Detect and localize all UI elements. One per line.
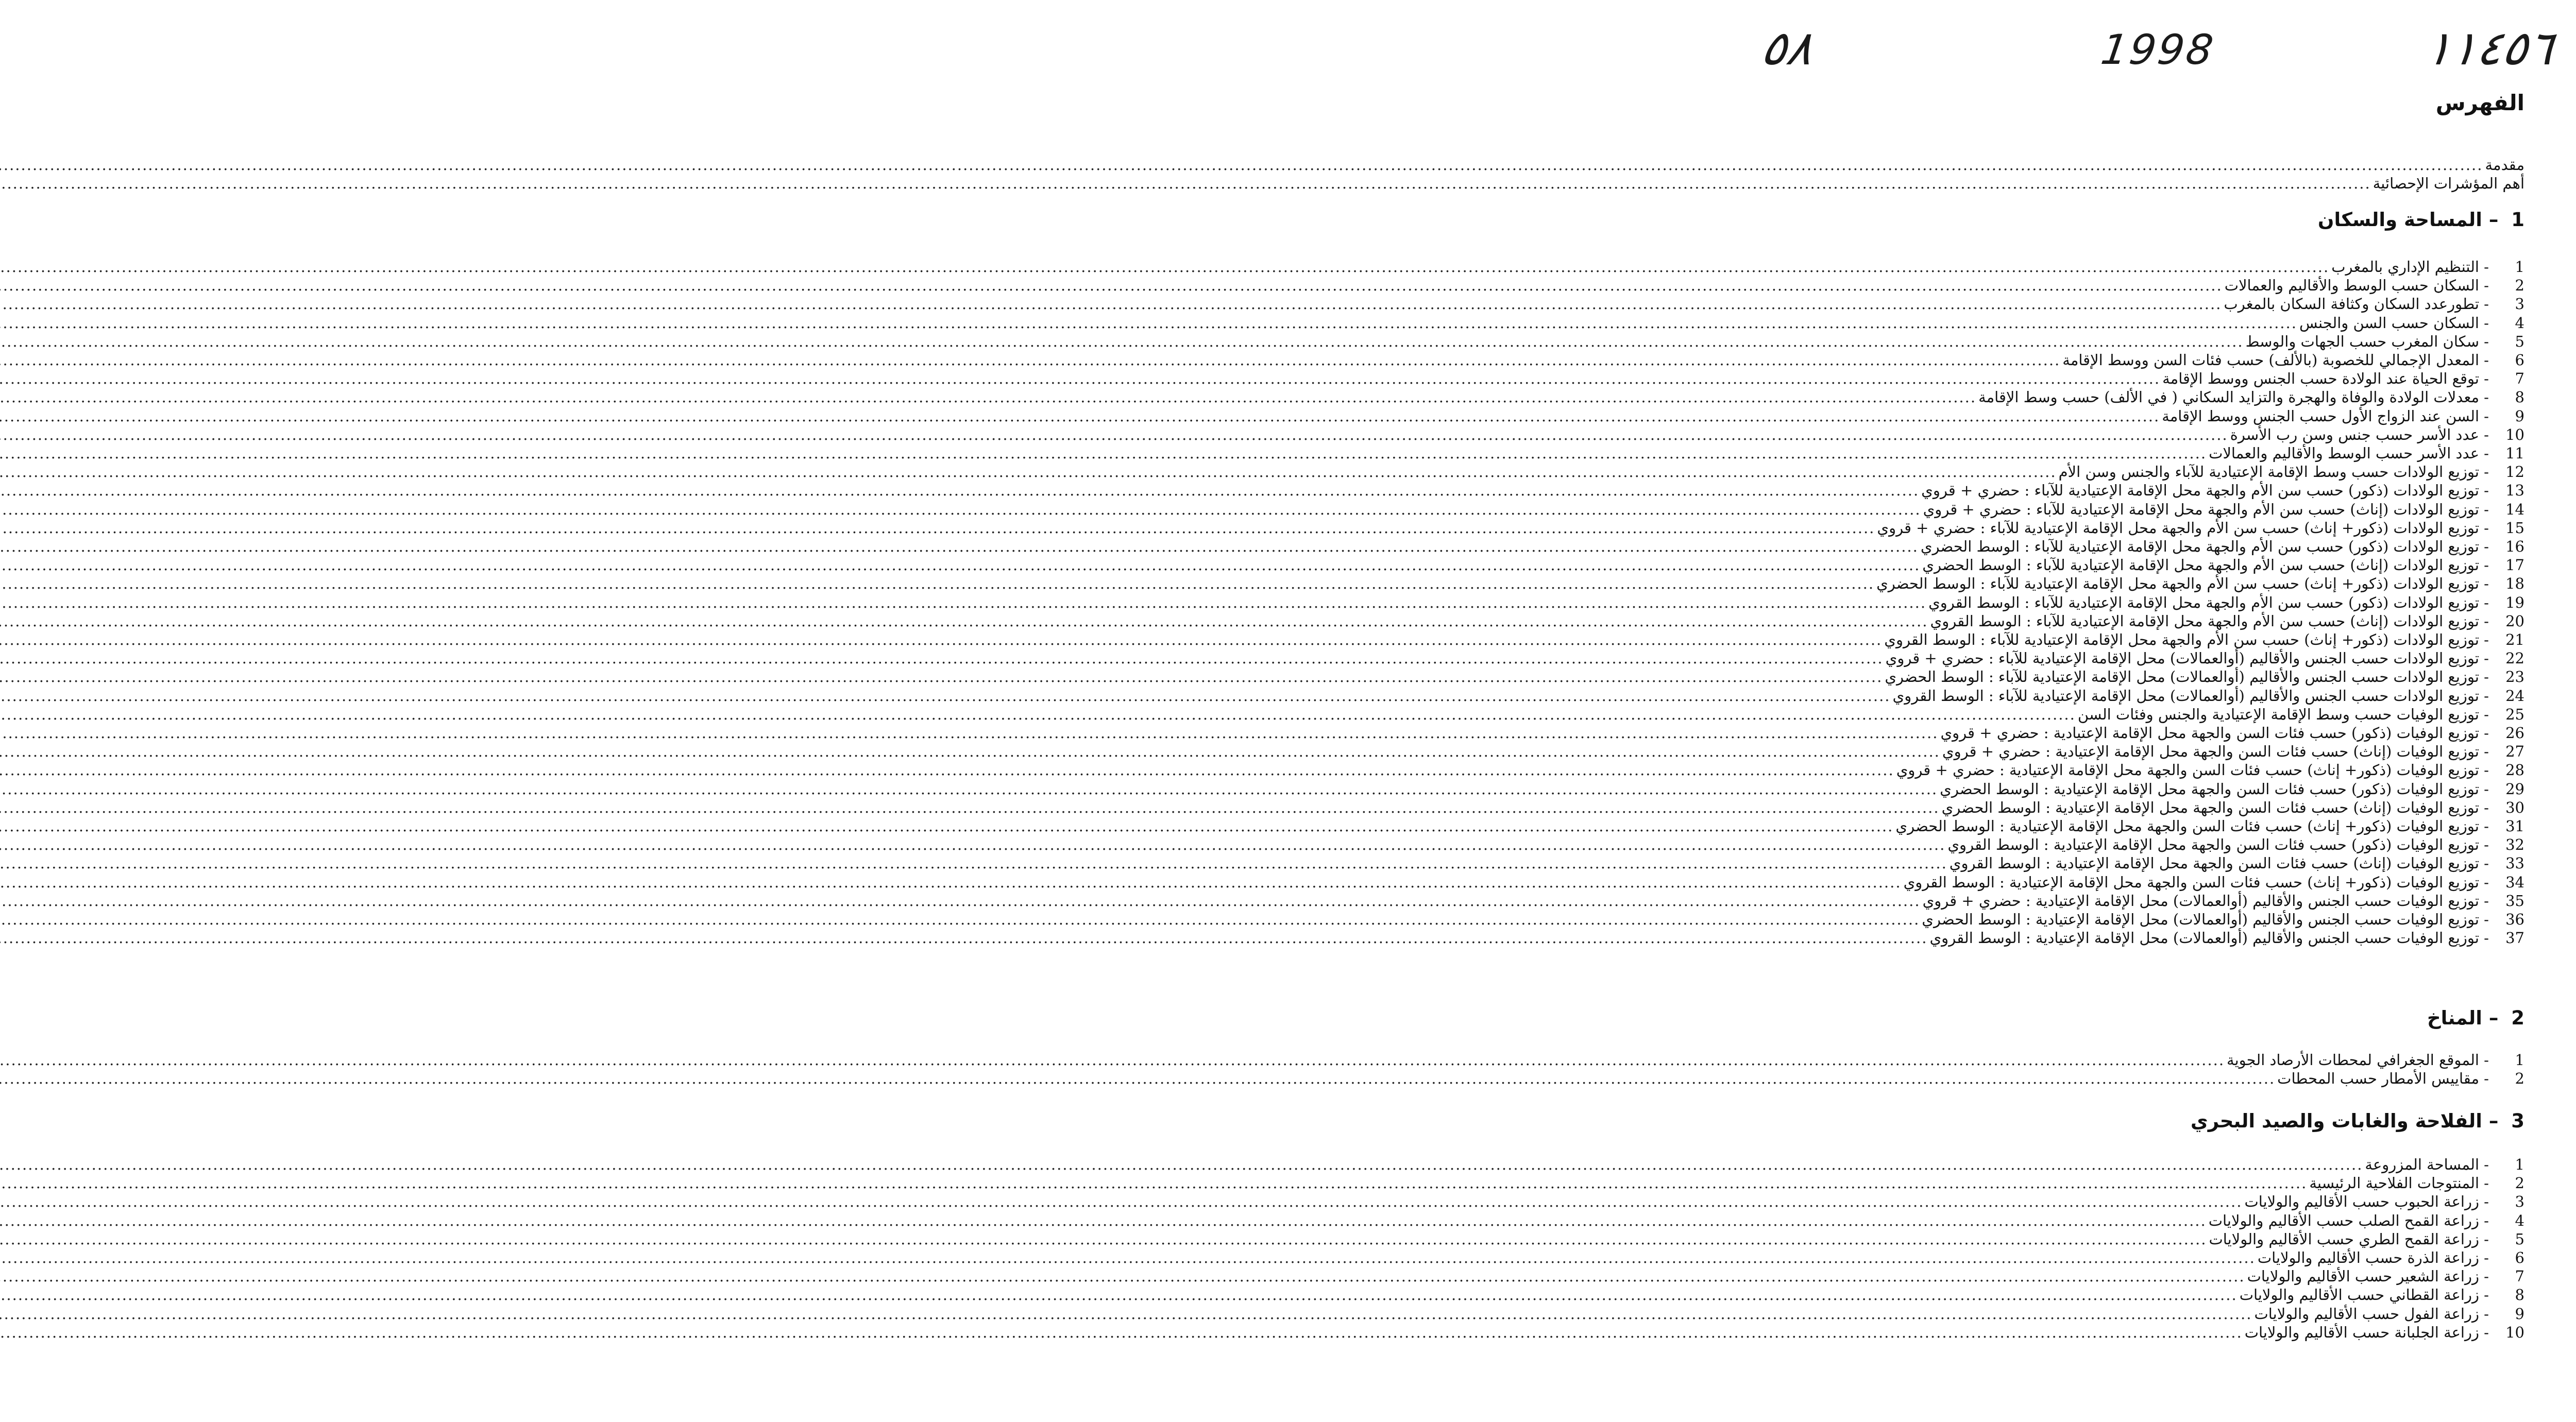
dot-leader [0,332,2244,351]
entry-separator: - [2484,1211,2489,1229]
entry-number: 26 [2505,724,2524,742]
entry-separator: - [2484,780,2489,798]
entry-separator: - [2484,593,2489,611]
intro-entry [1759,174,2524,193]
entry-title: زراعة الحبوب حسب الأقاليم والولايات [2244,1193,2479,1211]
entry-title: توزيع الولادات (ذكور+ إناث) حسب سن الأم والجهة محل الإقامة الإعتيادية للآباء : الوسط القروي [1884,631,2479,648]
dot-leader [0,742,1940,761]
entry-title: توزيع الوفيات (إناث) حسب فئات السن والجهة محل الإقامة الإعتيادية : الوسط القروي [1949,854,2479,872]
dot-leader [0,462,2057,481]
toc-entry [1759,574,2524,593]
dot-leader [0,705,2076,724]
toc-entry [1759,724,2524,742]
dot-leader [0,1230,2207,1248]
entry-separator: - [2484,1156,2489,1173]
toc-entry [1759,1230,2524,1248]
entry-separator: - [2484,798,2489,816]
toc-entry [1759,1305,2524,1323]
dot-leader [0,537,1919,556]
dot-leader [0,295,2222,313]
entry-number: 2 [2515,277,2524,295]
toc-entry [1759,332,2524,351]
entry-title: توزيع الوفيات (ذكور) حسب فئات السن والجهة محل الإقامة الإعتيادية : الوسط القروي [1947,836,2479,854]
toc-entry [1759,630,2524,649]
entry-number: 11 [2505,444,2524,462]
dot-leader [0,1323,2243,1342]
dot-leader [0,1192,2242,1211]
section-title: المساحة والسكان [2317,209,2482,231]
entry-separator: - [2484,854,2489,872]
entry-separator: - [2484,649,2489,667]
entry-number: 6 [2515,351,2524,369]
entry-separator: - [2484,332,2489,350]
dot-leader [0,276,2223,295]
entry-number: 9 [2515,407,2524,425]
entry-title: توزيع الوفيات (ذكور+ إناث) حسب فئات السن والجهة محل الإقامة الإعتيادية : حضري + قروي [1896,761,2479,779]
entry-number: 22 [2505,649,2524,667]
entry-number: 2 [2515,1070,2524,1088]
dot-leader [0,854,1947,872]
entry-separator: - [2484,500,2489,518]
handwritten-reference: ١١٤٥٦ [2422,21,2557,76]
entry-number: 34 [2505,873,2524,891]
section-number: 3 [2511,1110,2524,1132]
entry-title: توزيع الوفيات (ذكور+ إناث) حسب فئات السن والجهة محل الإقامة الإعتيادية : الوسط الحضري [1895,817,2479,835]
dot-leader [0,612,1928,630]
entry-title: زراعة الفول حسب الأقاليم والولايات [2254,1305,2479,1323]
entry-separator: - [2484,463,2489,481]
toc-entry [1759,407,2524,425]
dot-leader [0,258,2329,276]
entry-title: توزيع الولادات (ذكور) حسب سن الأم والجهة محل الإقامة الإعتيادية للآباء : الوسط القروي [1928,593,2479,611]
toc-entry [1759,481,2524,500]
toc-entry [1759,276,2524,295]
entry-title: المساحة المزروعة [2365,1156,2479,1173]
entry-separator: - [2484,929,2489,947]
section-heading [2427,1007,2524,1029]
toc-entry [1759,369,2524,388]
entry-number: 2 [2515,1174,2524,1192]
entry-title: زراعة الشعير حسب الأقاليم والولايات [2247,1267,2479,1286]
entry-number: 14 [2505,500,2524,518]
entry-number: 36 [2505,911,2524,928]
entry-separator: - [2484,1323,2489,1341]
entry-title: زراعة الجلبانة حسب الأقاليم والولايات [2244,1323,2479,1341]
entry-title: توزيع الولادات حسب الجنس والأقاليم (أوالعمالات) محل الإقامة الإعتيادية للآباء : حضري + قروي [1885,649,2479,667]
section-heading [2191,1110,2524,1132]
entry-title: مقاييس الأمطار حسب المحطات [2277,1070,2479,1088]
toc-entry [1759,351,2524,369]
dot-leader [0,835,1945,854]
entry-number: 6 [2515,1249,2524,1266]
entry-number: 27 [2505,743,2524,761]
entry-separator: - [2484,687,2489,705]
entry-number: 8 [2515,1286,2524,1304]
entry-title: توزيع الوفيات (إناث) حسب فئات السن والجهة محل الإقامة الإعتيادية : الوسط الحضري [1941,798,2479,816]
entry-title: توزيع الولادات (ذكور) حسب سن الأم والجهة محل الإقامة الإعتيادية للآباء : حضري + قروي [1921,482,2479,500]
dot-leader [0,500,1921,519]
entry-number: 21 [2505,631,2524,648]
toc-entry [1759,687,2524,705]
entry-title: توزيع الولادات (إناث) حسب سن الأم والجهة محل الإقامة الإعتيادية للآباء : حضري + قروي [1923,500,2479,518]
entry-title: توزيع الولادات (ذكور+ إناث) حسب سن الأم والجهة محل الإقامة الإعتيادية للآباء : حضري + قروي [1877,519,2479,537]
entry-title: توزيع الولادات حسب الجنس والأقاليم (أوالعمالات) محل الإقامة الإعتيادية للآباء : الوسط القروي [1892,687,2479,705]
toc-entry [1759,1286,2524,1304]
entry-title: مقدمة [2485,156,2524,174]
toc-entry [1759,1192,2524,1211]
entry-number: 19 [2505,593,2524,611]
entry-title: توقع الحياة عند الولادة حسب الجنس ووسط الإقامة [2162,370,2479,388]
entry-title: توزيع الوفيات حسب الجنس والأقاليم (أوالعمالات) محل الإقامة الإعتيادية : حضري + قروي [1922,892,2479,910]
toc-entry [1759,929,2524,947]
entry-separator: - [2484,911,2489,928]
dot-leader [0,1286,2238,1304]
entry-number: 9 [2515,1305,2524,1323]
toc-entry [1759,1267,2524,1286]
entry-separator: - [2484,668,2489,686]
entry-number: 24 [2505,687,2524,705]
dot-leader [0,687,1891,705]
dot-leader [0,388,1976,406]
dot-leader [0,761,1894,779]
toc-entry [1759,817,2524,835]
toc-entry [1759,556,2524,574]
entry-title: السكان حسب الوسط والأقاليم والعمالات [2224,277,2479,295]
entry-title: توزيع الوفيات حسب الجنس والأقاليم (أوالعمالات) محل الإقامة الإعتيادية : الوسط القروي [1929,929,2479,947]
toc-entry [1759,519,2524,537]
entry-number: 5 [2515,1230,2524,1248]
entry-separator: - [2484,1230,2489,1248]
dot-leader [0,630,1882,649]
dot-leader [0,817,1893,835]
entry-title: معدلات الولادة والوفاة والهجرة والتزايد السكاني ( في الألف) حسب وسط الإقامة [1978,388,2479,406]
entry-number: 3 [2515,1193,2524,1211]
entry-title: السكان حسب السن والجنس [2299,314,2479,332]
entry-number: 4 [2515,1211,2524,1229]
toc-entry [1759,1069,2524,1088]
entry-separator: - [2484,575,2489,593]
entry-number: 18 [2505,575,2524,593]
entry-title: زراعة القمح الطري حسب الأقاليم والولايات [2209,1230,2479,1248]
toc-entry [1759,462,2524,481]
toc-entry [1759,295,2524,313]
entry-title: السن عند الزواج الأول حسب الجنس ووسط الإقامة [2162,407,2479,425]
toc-entry [1759,593,2524,612]
dot-leader [0,929,1927,947]
toc-entry [1759,258,2524,276]
entry-title: توزيع الولادات حسب وسط الإقامة الإعتيادية للآباء والجنس وسن الأم [2058,463,2479,481]
section-number: 2 [2511,1007,2524,1029]
dot-leader [0,1267,2245,1286]
dot-leader [0,314,2297,332]
entry-number: 1 [2515,1051,2524,1069]
toc-entry [1759,444,2524,462]
entry-separator: - [2484,892,2489,910]
toc-entry [1759,314,2524,332]
toc-entry [1759,1211,2524,1230]
dot-leader [0,1069,2275,1088]
toc-entry [1759,1051,2524,1069]
entry-number: 35 [2505,892,2524,910]
entry-separator: - [2484,407,2489,425]
entry-title: تطورعدد السكان وكثافة السكان بالمغرب [2224,295,2479,313]
dot-leader [0,910,1920,929]
section-title: الفلاحة والغابات والصيد البحري [2190,1110,2482,1132]
entry-separator: - [2484,1286,2489,1304]
dot-leader [0,407,2160,425]
entry-separator: - [2484,761,2489,779]
entry-title: زراعة القطاني حسب الأقاليم والولايات [2239,1286,2479,1304]
toc-entry [1759,667,2524,686]
dot-leader [0,1155,2363,1174]
entry-title: توزيع الولادات (ذكور) حسب سن الأم والجهة محل الإقامة الإعتيادية للآباء : الوسط الحضري [1920,538,2479,555]
entry-number: 13 [2505,482,2524,500]
dot-leader [0,156,2483,174]
handwritten-year: 1998 [2098,26,2218,74]
toc-entry [1759,1174,2524,1192]
entry-title: زراعة الذرة حسب الأقاليم والولايات [2257,1249,2479,1266]
toc-entry [1759,612,2524,630]
toc-entry [1759,388,2524,406]
entry-separator: - [2484,836,2489,854]
entry-title: توزيع الولادات حسب الجنس والأقاليم (أوالعمالات) محل الإقامة الإعتيادية للآباء : الوسط الحضري [1885,668,2479,686]
entry-separator: - [2484,612,2489,630]
entry-title: أهم المؤشرات الإحصائية [2372,175,2524,192]
dot-leader [0,1051,2225,1069]
dot-leader [0,444,2207,462]
entry-separator: - [2484,538,2489,555]
toc-entry [1759,780,2524,798]
document-page [1710,0,2576,1422]
toc-entry [1759,854,2524,872]
entry-separator: - [2484,743,2489,761]
dot-leader [0,556,1920,574]
entry-number: 23 [2505,668,2524,686]
section-separator: – [2482,1110,2505,1132]
entry-title: التنظيم الإداري بالمغرب [2331,258,2479,276]
entry-separator: - [2484,1305,2489,1323]
entry-number: 30 [2505,798,2524,816]
dot-leader [0,649,1884,667]
dot-leader [0,369,2160,388]
entry-title: المنتوجات الفلاحية الرئيسية [2309,1174,2479,1192]
entry-separator: - [2484,1174,2489,1192]
dot-leader [0,574,1874,593]
dot-leader [0,519,1875,537]
entry-separator: - [2484,519,2489,537]
entry-title: المعدل الإجمالي للخصوبة (بالألف) حسب فئات السن ووسط الإقامة [2062,351,2479,369]
entry-title: توزيع الوفيات حسب وسط الإقامة الإعتيادية والجنس وفئات السن [2077,705,2479,723]
toc-entry [1759,1248,2524,1267]
section-number: 1 [2511,209,2524,231]
toc-entry [1759,742,2524,761]
dot-leader [0,481,1919,500]
entry-number: 7 [2515,370,2524,388]
entry-separator: - [2484,258,2489,276]
dot-leader [0,780,1938,798]
entry-title: توزيع الولادات (ذكور+ إناث) حسب سن الأم والجهة محل الإقامة الإعتيادية للآباء : الوسط الحضري [1876,575,2479,593]
entry-title: توزيع الوفيات (ذكور+ إناث) حسب فئات السن والجهة محل الإقامة الإعتيادية : الوسط القروي [1903,873,2479,891]
entry-separator: - [2484,482,2489,500]
entry-title: توزيع الولادات (إناث) حسب سن الأم والجهة محل الإقامة الإعتيادية للآباء : الوسط القروي [1930,612,2479,630]
dot-leader [0,593,1926,612]
entry-number: 17 [2505,556,2524,574]
toc-entry [1759,761,2524,779]
entry-number: 3 [2515,295,2524,313]
toc-entry [1759,500,2524,519]
entry-separator: - [2484,556,2489,574]
dot-leader [0,1248,2256,1267]
toc-entry [1759,835,2524,854]
entry-number: 7 [2515,1267,2524,1286]
toc-entry [1759,1155,2524,1174]
section-separator: – [2482,1007,2505,1029]
dot-leader [0,873,1902,892]
entry-number: 29 [2505,780,2524,798]
toc-entry [1759,537,2524,556]
entry-separator: - [2484,1267,2489,1286]
entry-number: 10 [2505,1323,2524,1341]
dot-leader [0,174,2371,193]
entry-number: 15 [2505,519,2524,537]
dot-leader [0,1305,2252,1323]
page-title: الفهرس [2435,90,2524,115]
toc-entry [1759,798,2524,817]
entry-number: 16 [2505,538,2524,555]
entry-title: عدد الأسر حسب جنس وسن رب الأسرة [2230,425,2479,443]
toc-entry [1759,892,2524,910]
dot-leader [0,667,1883,686]
entry-separator: - [2484,314,2489,332]
entry-title: توزيع الولادات (إناث) حسب سن الأم والجهة محل الإقامة الإعتيادية للآباء : الوسط الحضري [1922,556,2479,574]
entry-number: 5 [2515,332,2524,350]
dot-leader [0,351,2060,369]
entry-separator: - [2484,277,2489,295]
entry-title: زراعة القمح الصلب حسب الأقاليم والولايات [2208,1211,2479,1229]
dot-leader [0,724,1938,742]
toc-entry [1759,705,2524,724]
entry-number: 37 [2505,929,2524,947]
entry-title: توزيع الوفيات (ذكور) حسب فئات السن والجهة محل الإقامة الإعتيادية : حضري + قروي [1940,724,2479,742]
entry-number: 20 [2505,612,2524,630]
handwritten-mark-left: ٥٨ [1757,21,1817,76]
entry-separator: - [2484,1070,2489,1088]
entry-separator: - [2484,295,2489,313]
entry-separator: - [2484,724,2489,742]
entry-number: 10 [2505,425,2524,443]
entry-number: 32 [2505,836,2524,854]
entry-number: 8 [2515,388,2524,406]
entry-separator: - [2484,873,2489,891]
dot-leader [0,1174,2307,1192]
dot-leader [0,798,1940,817]
entry-number: 31 [2505,817,2524,835]
entry-separator: - [2484,1193,2489,1211]
section-title: المناخ [2427,1007,2482,1029]
entry-number: 12 [2505,463,2524,481]
toc-entry [1759,425,2524,444]
entry-separator: - [2484,425,2489,443]
entry-title: توزيع الوفيات (إناث) حسب فئات السن والجهة محل الإقامة الإعتيادية : حضري + قروي [1942,743,2479,761]
entry-number: 33 [2505,854,2524,872]
dot-leader [0,892,1921,910]
entry-separator: - [2484,705,2489,723]
entry-title: الموقع الجغرافي لمحطات الأرصاد الجوية [2227,1051,2479,1069]
entry-separator: - [2484,817,2489,835]
entry-separator: - [2484,351,2489,369]
section-separator: – [2482,209,2505,231]
entry-separator: - [2484,1249,2489,1266]
entry-number: 28 [2505,761,2524,779]
toc-entry [1759,1323,2524,1342]
entry-separator: - [2484,370,2489,388]
entry-separator: - [2484,1051,2489,1069]
toc-entry [1759,649,2524,667]
entry-title: سكان المغرب حسب الجهات والوسط [2245,332,2479,350]
entry-title: توزيع الوفيات (ذكور) حسب فئات السن والجهة محل الإقامة الإعتيادية : الوسط الحضري [1940,780,2479,798]
entry-number: 4 [2515,314,2524,332]
entry-title: عدد الأسر حسب الوسط والأقاليم والعمالات [2209,444,2479,462]
section-heading [2318,209,2524,231]
entry-separator: - [2484,444,2489,462]
dot-leader [0,425,2228,444]
dot-leader [0,1211,2207,1230]
intro-entry [1759,156,2524,174]
toc-entry [1759,873,2524,892]
entry-number: 1 [2515,1156,2524,1173]
entry-separator: - [2484,388,2489,406]
entry-number: 25 [2505,705,2524,723]
entry-separator: - [2484,631,2489,648]
entry-number: 1 [2515,258,2524,276]
entry-title: توزيع الوفيات حسب الجنس والأقاليم (أوالعمالات) محل الإقامة الإعتيادية : الوسط الحضري [1922,911,2479,928]
toc-entry [1759,910,2524,929]
